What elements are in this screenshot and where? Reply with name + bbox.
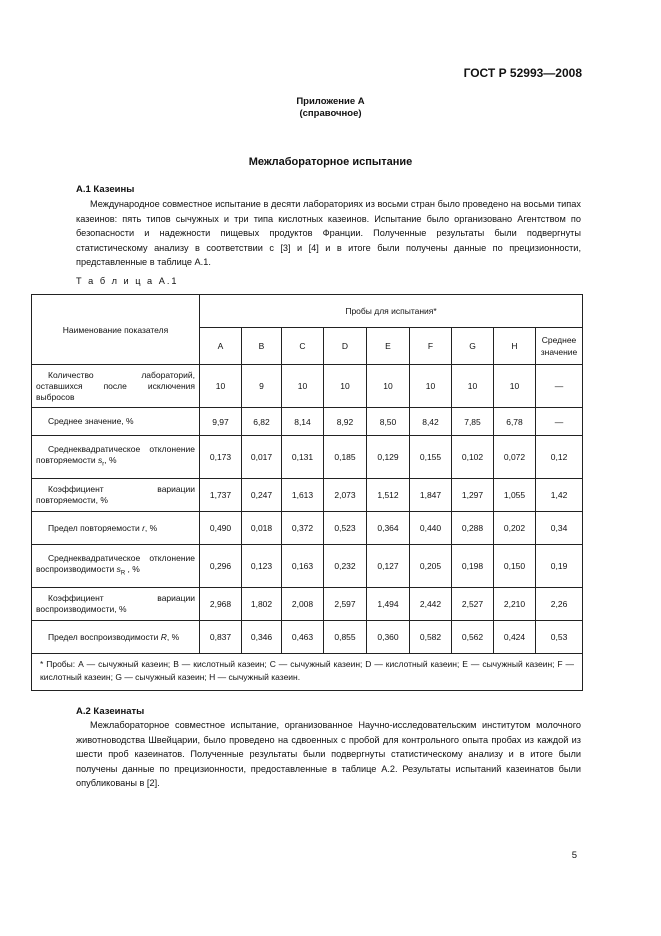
section-title: Межлабораторное испытание [248, 156, 413, 168]
section-a2-heading: А.2 Казеинаты [76, 706, 145, 717]
cell-value: 0,372 [282, 512, 324, 545]
cell-value: 0,360 [367, 621, 410, 654]
cell-value: 0,163 [282, 545, 324, 588]
cell-value: 0,198 [452, 545, 494, 588]
section-a2-text: Межлабораторное совместное испытание, организованное Научно-исследовательским институтом молочного животноводства Швейцарии, было проведено на сдвоенных с пробой для контрольного опыта пробах из каждой из шести проб казеинатов. Полученные результаты были подвергнуты статистическому анализу и в итоге были получены данные по прецизионности, предоставленные в таблице А.2. Результаты испытаний казеинатов были опубликованы в [2]. [76, 720, 581, 788]
col-header-sample: H [494, 328, 536, 365]
cell-value: 0,440 [410, 512, 452, 545]
cell-value: 0,364 [367, 512, 410, 545]
cell-value: 0,185 [324, 436, 367, 479]
cell-value: 0,102 [452, 436, 494, 479]
row-name: Среднеквадратическое отклонение воспроизводимости $s_R$ , % [32, 545, 200, 588]
cell-value: 1,297 [452, 479, 494, 512]
cell-value: 1,847 [410, 479, 452, 512]
cell-mean: 1,42 [536, 479, 583, 512]
cell-value: 2,210 [494, 588, 536, 621]
cell-value: 8,42 [410, 408, 452, 436]
cell-mean: 0,19 [536, 545, 583, 588]
row-name: Среднеквадратическое отклонение повторяемости $s_r$, % [32, 436, 200, 479]
cell-value: 0,072 [494, 436, 536, 479]
cell-value: 0,155 [410, 436, 452, 479]
col-header-sample: B [242, 328, 282, 365]
cell-value: 2,597 [324, 588, 367, 621]
cell-value: 0,247 [242, 479, 282, 512]
table-row [32, 588, 583, 621]
cell-value: 0,123 [242, 545, 282, 588]
cell-value: 0,424 [494, 621, 536, 654]
cell-value: 0,288 [452, 512, 494, 545]
col-header-sample: F [410, 328, 452, 365]
row-name: Предел повторяемости r, % [32, 512, 200, 545]
cell-value: 0,131 [282, 436, 324, 479]
section-a1-text: Международное совместное испытание в десяти лабораториях из восьми стран было проведено на восьми типах казеинов: пять типов сычужных и три типа кислотных казеинов. Испытание было организовано Агентством по безопасности и надежности пищевых продуктов Франции. Полученные результаты были подвергнуты статистическому анализу в соответствии с [3] и [4] и в итоге были получены данные по прецизионности, представленные в таблице А.1. [76, 199, 581, 267]
cell-value: 10 [410, 365, 452, 408]
col-header-name: Наименование показателя [32, 295, 200, 365]
cell-value: 10 [282, 365, 324, 408]
precision-table [31, 294, 583, 691]
table-row [32, 479, 583, 512]
table-row [32, 545, 583, 588]
table-caption: Т а б л и ц а А.1 [76, 276, 179, 286]
cell-value: 0,173 [200, 436, 242, 479]
col-header-sample: D [324, 328, 367, 365]
cell-value: 10 [367, 365, 410, 408]
cell-value: 0,582 [410, 621, 452, 654]
cell-mean: 2,26 [536, 588, 583, 621]
row-name: Количество лабораторий, оставшихся после исключения выбросов [32, 365, 200, 408]
cell-mean: — [536, 408, 583, 436]
cell-value: 0,296 [200, 545, 242, 588]
cell-value: 0,490 [200, 512, 242, 545]
col-header-sample: E [367, 328, 410, 365]
table-footnote: * Пробы: А — сычужный казеин; В — кислотный казеин; С — сычужный казеин; D — кислотный казеин; Е — сычужный казеин; F — кислотный казеин; G — сычужный казеин; Н — сычужный казеин. [32, 654, 583, 691]
cell-value: 8,50 [367, 408, 410, 436]
cell-value: 0,017 [242, 436, 282, 479]
cell-value: 2,968 [200, 588, 242, 621]
cell-value: 10 [494, 365, 536, 408]
standard-number: ГОСТ Р 52993—2008 [463, 66, 582, 80]
cell-value: 10 [200, 365, 242, 408]
cell-value: 0,232 [324, 545, 367, 588]
cell-value: 0,562 [452, 621, 494, 654]
cell-value: 1,512 [367, 479, 410, 512]
cell-value: 6,82 [242, 408, 282, 436]
row-name: Предел воспроизводимости R, % [32, 621, 200, 654]
table-row [32, 365, 583, 408]
appendix-subtitle: (справочное) [299, 108, 362, 119]
table-row [32, 621, 583, 654]
cell-value: 0,129 [367, 436, 410, 479]
section-a1-heading: А.1 Казеины [76, 184, 135, 195]
cell-value: 9,97 [200, 408, 242, 436]
cell-value: 2,008 [282, 588, 324, 621]
cell-value: 0,150 [494, 545, 536, 588]
cell-value: 0,346 [242, 621, 282, 654]
cell-value: 8,92 [324, 408, 367, 436]
appendix-title: Приложение А [296, 96, 365, 107]
table-row [32, 512, 583, 545]
col-group-header: Пробы для испытания* [200, 295, 583, 328]
row-name: Среднее значение, % [32, 408, 200, 436]
cell-value: 2,442 [410, 588, 452, 621]
col-header-sample: G [452, 328, 494, 365]
col-header-sample: C [282, 328, 324, 365]
cell-value: 0,523 [324, 512, 367, 545]
cell-value: 10 [324, 365, 367, 408]
table-row [32, 408, 583, 436]
cell-value: 0,837 [200, 621, 242, 654]
cell-value: 0,205 [410, 545, 452, 588]
cell-value: 1,737 [200, 479, 242, 512]
row-name: Коэффициент вариации повторяемости, % [32, 479, 200, 512]
cell-value: 10 [452, 365, 494, 408]
cell-mean: 0,12 [536, 436, 583, 479]
cell-value: 2,527 [452, 588, 494, 621]
cell-value: 7,85 [452, 408, 494, 436]
cell-value: 1,613 [282, 479, 324, 512]
table-row [32, 436, 583, 479]
cell-mean: 0,53 [536, 621, 583, 654]
cell-value: 1,802 [242, 588, 282, 621]
cell-value: 1,055 [494, 479, 536, 512]
col-header-mean: Среднее значение [536, 328, 583, 365]
cell-value: 0,202 [494, 512, 536, 545]
cell-value: 0,855 [324, 621, 367, 654]
cell-value: 0,127 [367, 545, 410, 588]
cell-mean: — [536, 365, 583, 408]
cell-value: 6,78 [494, 408, 536, 436]
cell-value: 2,073 [324, 479, 367, 512]
cell-value: 1,494 [367, 588, 410, 621]
cell-value: 9 [242, 365, 282, 408]
cell-value: 0,018 [242, 512, 282, 545]
cell-value: 8,14 [282, 408, 324, 436]
cell-value: 0,463 [282, 621, 324, 654]
col-header-sample: A [200, 328, 242, 365]
row-name: Коэффициент вариации воспроизводимости, % [32, 588, 200, 621]
page-number: 5 [571, 850, 577, 861]
cell-mean: 0,34 [536, 512, 583, 545]
